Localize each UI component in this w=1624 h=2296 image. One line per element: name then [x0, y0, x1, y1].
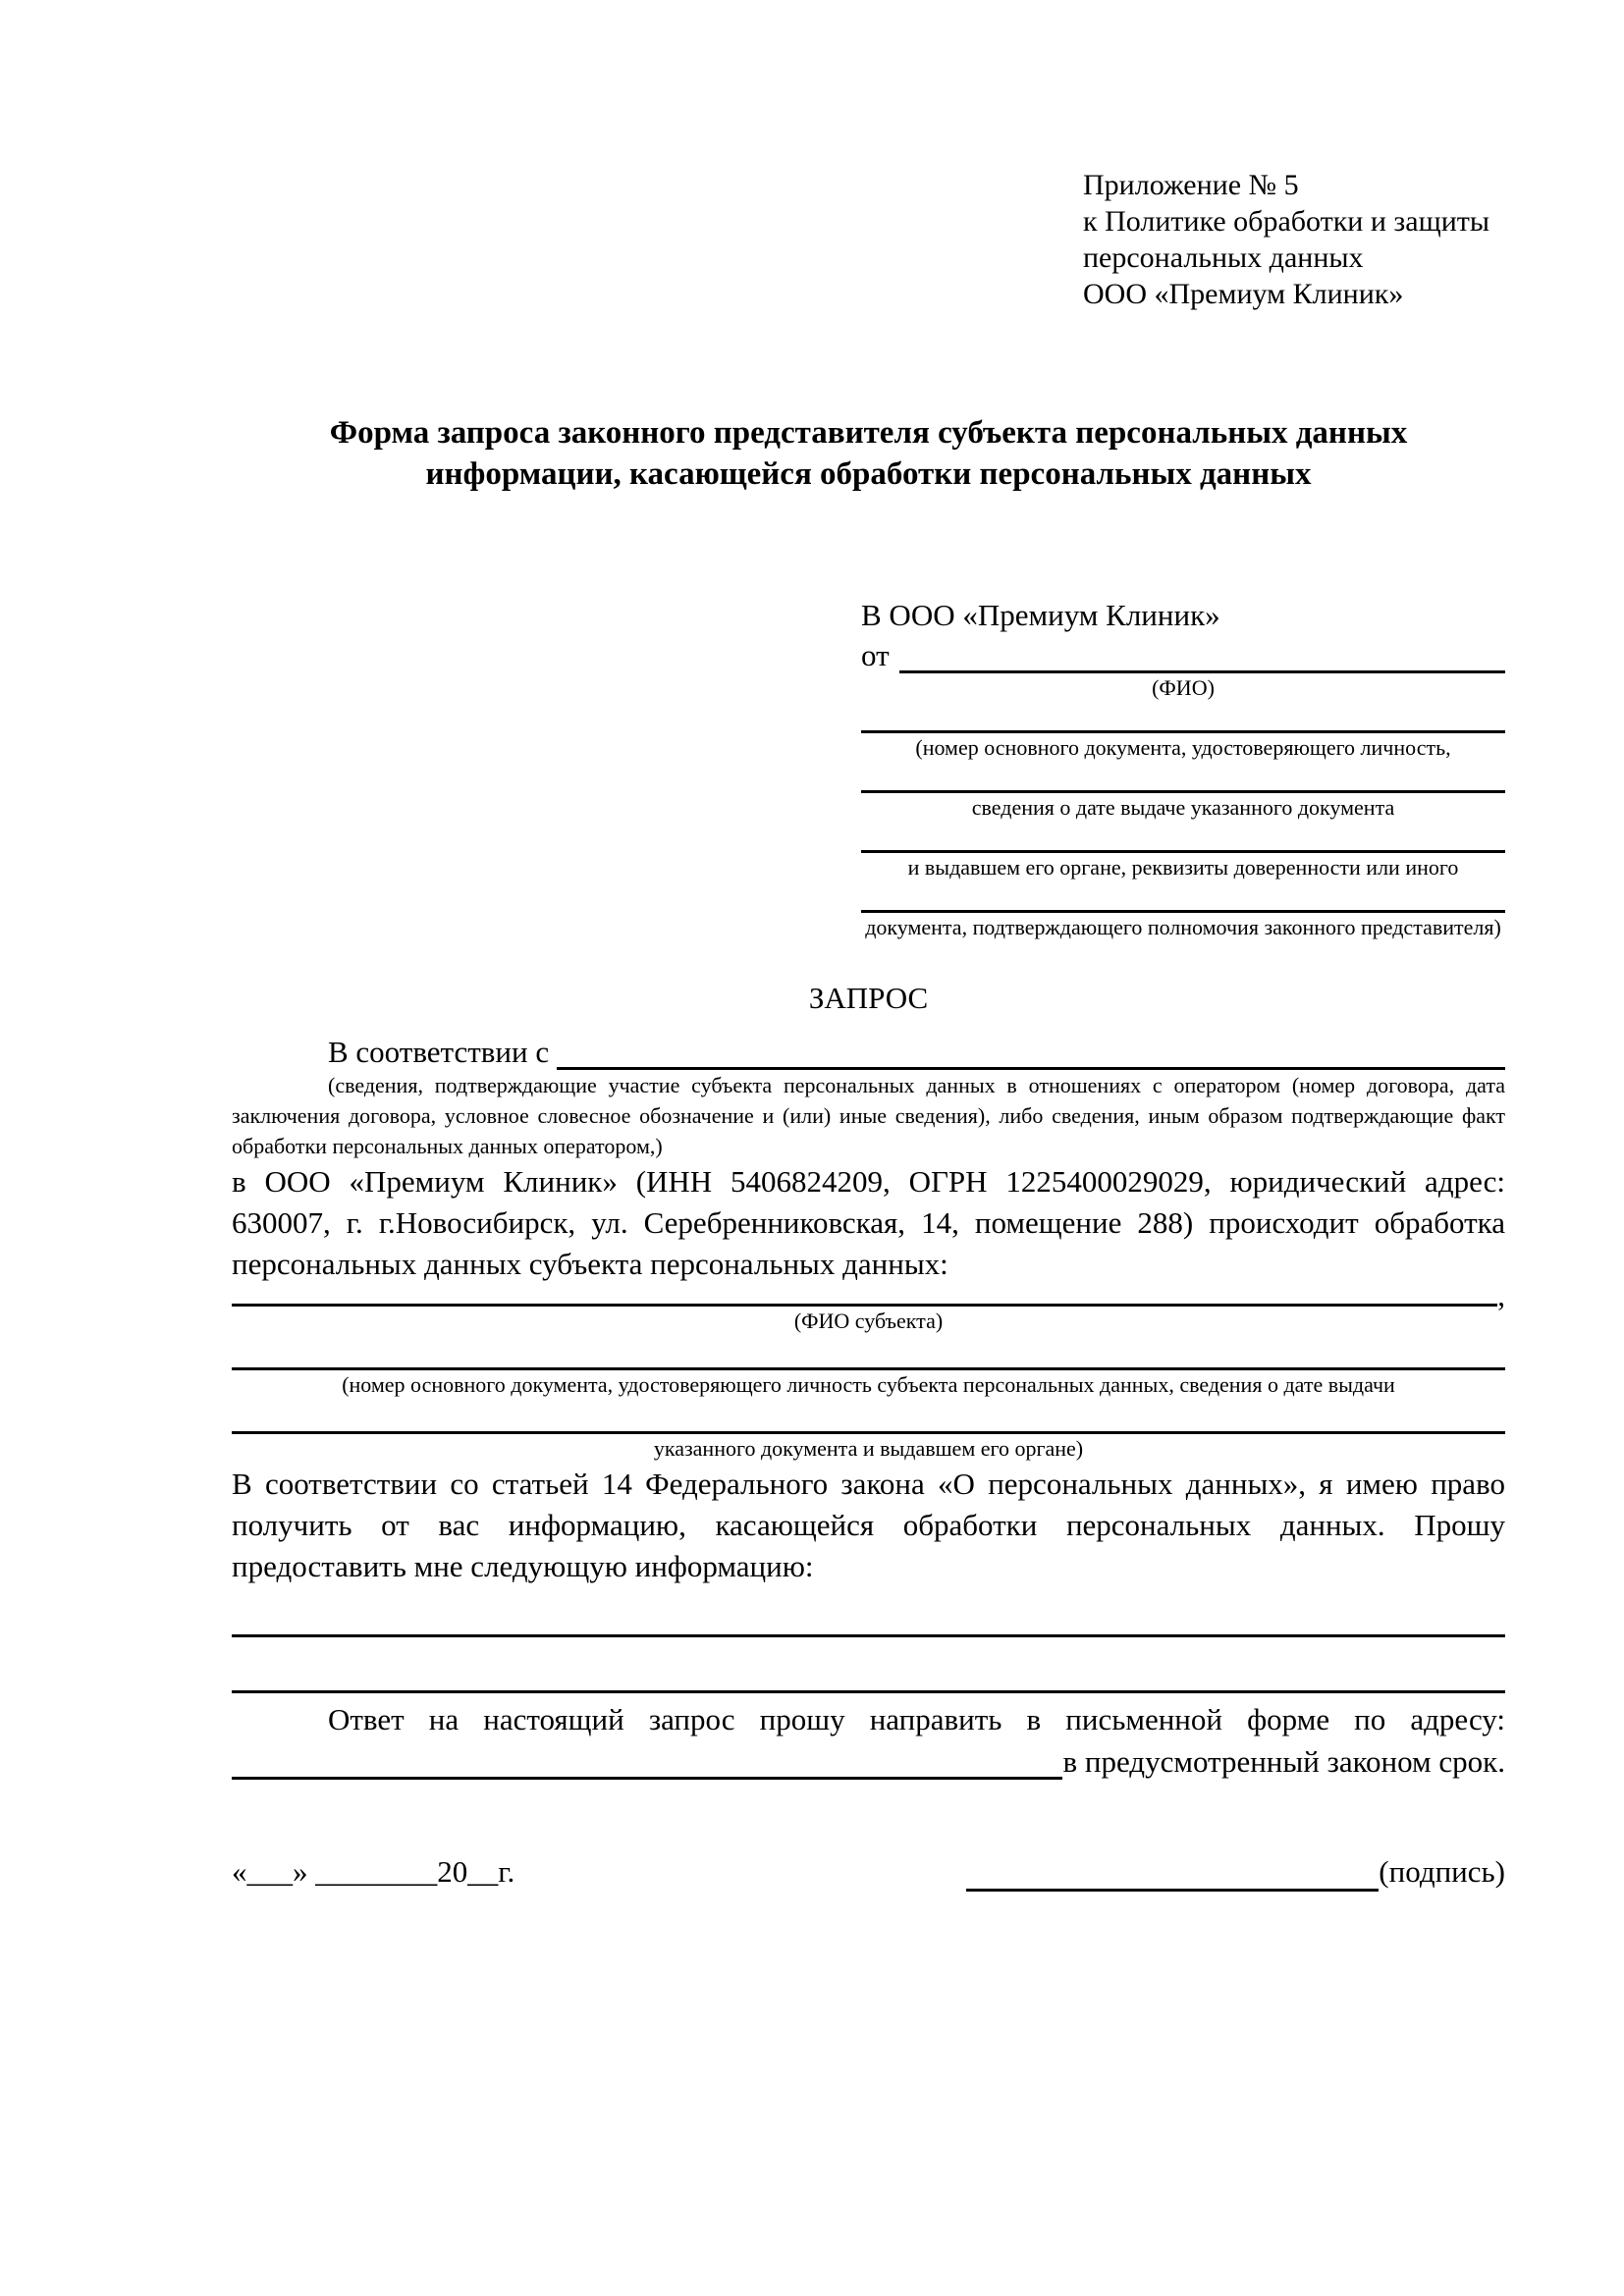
reply-address-paragraph: Ответ на настоящий запрос прошу направить в письменной форме по адресу: — [328, 1702, 1505, 1736]
header-line-policy: к Политике обработки и защиты — [1083, 205, 1490, 238]
document-title-line1: Форма запроса законного представителя субъекта персональных данных — [329, 415, 1408, 451]
fio-caption: (ФИО) — [1152, 675, 1215, 700]
signature-group — [966, 1852, 1505, 1892]
subject-doc-caption-2: указанного документа и выдавшем его органе) — [653, 1436, 1084, 1461]
request-heading: ЗАПРОС — [808, 981, 929, 1015]
representative-doc-blank-line-1 — [861, 703, 1505, 733]
from-label: от — [861, 638, 890, 672]
addressee-block — [861, 597, 1505, 942]
information-blank-line-1 — [232, 1595, 1505, 1637]
reply-address-blank-line — [232, 1777, 1062, 1780]
header-line-personal-data: персональных данных — [1083, 241, 1364, 274]
law-paragraph: В соответствии со статьей 14 Федерального закона «О персональных данных», я имею право получить от вас информацию, касающейся обработки персональных данных. Прошу предоставить мне следующую информацию: — [232, 1467, 1505, 1583]
subject-doc-caption-1: (номер основного документа, удостоверяющего личность субъекта персональных данных, сведения о дате выдачи — [342, 1372, 1395, 1397]
representative-doc-blank-line-3 — [861, 823, 1505, 853]
representative-doc-blank-line-2 — [861, 763, 1505, 793]
header-line-company: ООО «Премиум Клиник» — [1083, 278, 1404, 310]
header-line-appendix: Приложение № 5 — [1083, 169, 1299, 201]
signature-caption: (подпись) — [1379, 1854, 1505, 1889]
request-opening-text: В соответствии с — [328, 1035, 550, 1069]
subject-doc-blank-line-1 — [232, 1336, 1505, 1370]
date-blank-text: «___» ________20__г. — [232, 1854, 515, 1889]
operator-paragraph: в ООО «Премиум Клиник» (ИНН 5406824209, ОГРН 1225400029029, юридический адрес: 630007, г. г.Новосибирск, ул. Серебренниковская, 14, помещение 288) происходит обработка персональных данных субъекта персональных данных: — [232, 1164, 1505, 1281]
footer-row — [232, 1852, 1505, 1892]
representative-doc-caption-3: и выдавшем его органе, реквизиты доверенности или иного — [907, 855, 1459, 880]
subject-fio-trailing-comma: , — [1497, 1278, 1505, 1312]
representative-doc-caption-4: документа, подтверждающего полномочия законного представителя) — [865, 915, 1501, 939]
representative-doc-caption-2: сведения о дате выдаче указанного документа — [971, 795, 1395, 820]
header-requisites-block — [1083, 167, 1505, 312]
from-field-row — [861, 634, 1505, 673]
request-opening-row — [232, 1027, 1505, 1070]
information-blank-line-2 — [232, 1637, 1505, 1693]
reply-deadline-text: в предусмотренный законом срок. — [1062, 1744, 1505, 1779]
subject-doc-blank-line-2 — [232, 1400, 1505, 1434]
reply-address-blank-row — [232, 1740, 1505, 1780]
subject-fio-blank-row — [232, 1278, 1505, 1312]
subject-fio-caption: (ФИО субъекта) — [793, 1308, 944, 1333]
addressee-to: В ООО «Премиум Клиник» — [861, 598, 1220, 632]
document-title-line2: информации, касающейся обработки персональных данных — [425, 456, 1312, 492]
representative-doc-caption-1: (номер основного документа, удостоверяющего личность, — [915, 735, 1451, 760]
representative-doc-blank-line-4 — [861, 882, 1505, 913]
document-title — [232, 412, 1505, 495]
request-opening-caption: (сведения, подтверждающие участие субъекта персональных данных в отношениях с оператором (номер договора, дата заключения договора, условное словесное обозначение и (или) иные сведения), либо сведения, иным образом подтверждающие факт обработки персональных данных оператором,) — [232, 1073, 1505, 1158]
signature-blank-line — [966, 1855, 1379, 1892]
